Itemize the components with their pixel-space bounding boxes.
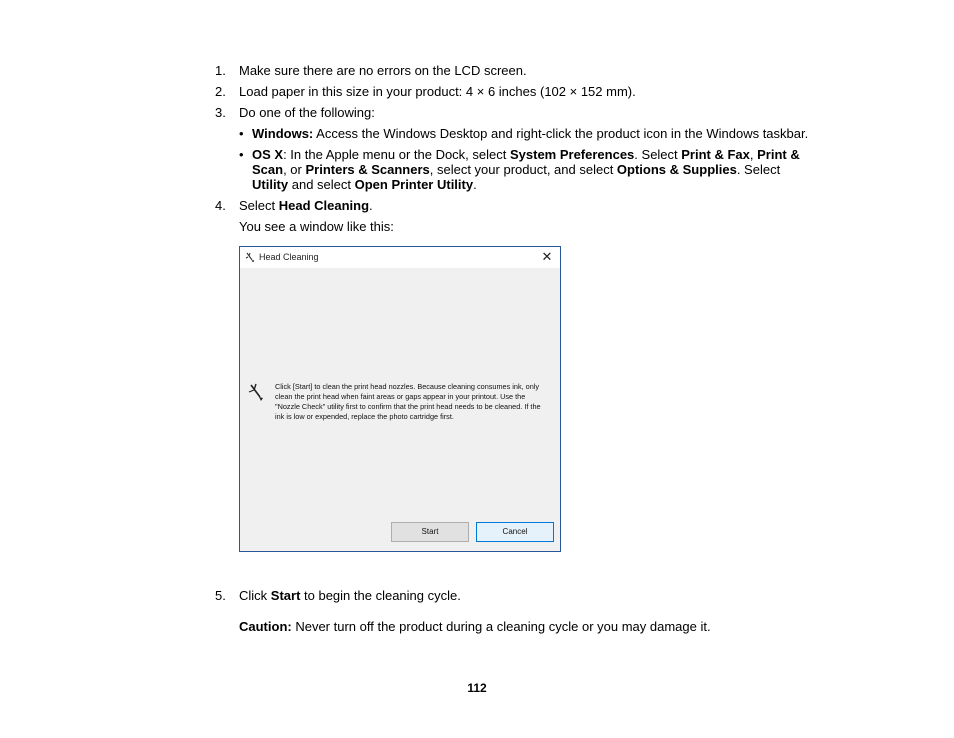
bullet-marker: • [239,126,244,141]
step-5-pre: Click [239,588,271,603]
close-icon[interactable]: ✕ [541,249,553,264]
step-2-number: 2. [215,84,226,99]
osx-utility: Utility [252,177,289,192]
osx-print-fax: Print & Fax [681,147,750,162]
osx-text: , [749,147,758,162]
osx-text: , select your product, and select [429,162,617,177]
osx-label: OS X [252,147,284,162]
windows-text: Access the Windows Desktop and right-click the product icon in the Windows taskbar. [313,126,809,141]
step-3-text: Do one of the following: [239,105,375,120]
print-head-nozzle-icon [248,382,266,402]
osx-text: . [473,177,477,192]
step-4-text [239,198,373,213]
step-1-text: Make sure there are no errors on the LCD screen. [239,63,527,78]
page-number: 112 [467,681,487,695]
osx-open-printer-utility: Open Printer Utility [354,177,474,192]
step-5-number: 5. [215,588,226,603]
step-3-number: 3. [215,105,226,120]
cancel-button[interactable]: Cancel [476,522,554,542]
caution-label: Caution: [239,619,292,634]
head-cleaning-dialog [239,246,561,552]
bullet-osx [252,147,818,192]
windows-label: Windows: [252,126,314,141]
step-4-pre: Select [239,198,279,213]
step-4-head-cleaning: Head Cleaning [278,198,370,213]
step-4-note: You see a window like this: [239,219,394,234]
step-4-post: . [369,198,373,213]
osx-printers-scanners: Printers & Scanners [305,162,430,177]
step-5-start: Start [270,588,301,603]
step-2-text: Load paper in this size in your product: 4 × 6 inches (102 × 152 mm). [239,84,636,99]
start-button[interactable]: Start [391,522,469,542]
osx-text: , or [283,162,306,177]
step-1-number: 1. [215,63,226,78]
osx-system-preferences: System Preferences [509,147,635,162]
osx-text: : In the Apple menu or the Dock, select [283,147,510,162]
osx-options-supplies: Options & Supplies [616,162,737,177]
osx-print-scan: Print & Scan [252,147,800,177]
bullet-windows [252,126,818,141]
osx-text: and select [288,177,355,192]
step-4-number: 4. [215,198,226,213]
caution-note [239,619,711,634]
printer-head-icon [244,251,256,263]
dialog-title: Head Cleaning [259,252,319,262]
caution-text: Never turn off the product during a cleaning cycle or you may damage it. [291,619,711,634]
step-5-post: to begin the cleaning cycle. [300,588,461,603]
osx-text: . Select [634,147,682,162]
step-5-text [239,588,461,603]
dialog-titlebar [240,247,560,268]
dialog-message: Click [Start] to clean the print head nozzles. Because cleaning consumes ink, only clean the print head when faint areas or gaps appear in your printout. Use the "Nozzle Check" utility first to confirm that the print head needs to be cleaned. If the ink is low or expended, replace the photo cartridge first. [275,382,541,421]
osx-text: . Select [736,162,781,177]
bullet-marker: • [239,147,244,162]
